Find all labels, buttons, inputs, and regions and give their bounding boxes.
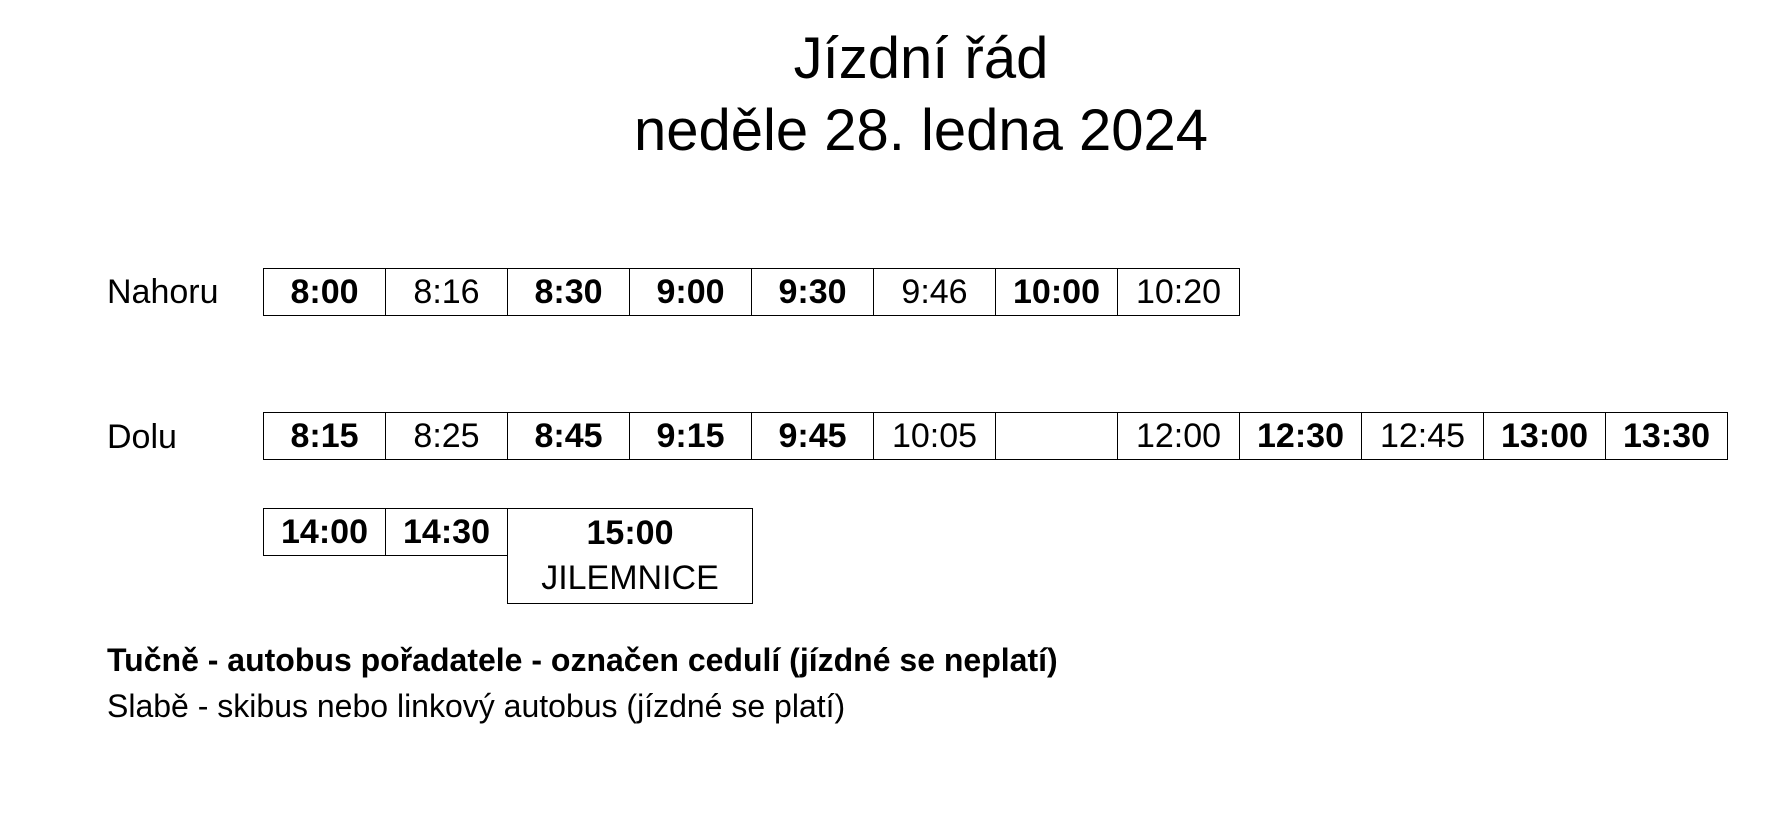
time-cell-down-empty (995, 412, 1118, 460)
time-cell-up: 10:20 (1117, 268, 1240, 316)
row-label-down: Dolu (107, 418, 177, 456)
time-cell-down: 12:00 (1117, 412, 1240, 460)
time-cell-up: 8:00 (263, 268, 386, 316)
time-cell-down: 9:15 (629, 412, 752, 460)
time-cell-down: 9:45 (751, 412, 874, 460)
time-cell-last-departure (507, 508, 753, 604)
legend-light-note: Slabě - skibus nebo linkový autobus (jízdné se platí) (107, 688, 846, 724)
page-subtitle-date: neděle 28. ledna 2024 (633, 98, 1209, 163)
time-cell-down: 13:00 (1483, 412, 1606, 460)
time-cell-up: 8:16 (385, 268, 508, 316)
time-cell-down: 10:05 (873, 412, 996, 460)
row-label-up: Nahoru (107, 273, 219, 311)
time-cell-down: 12:30 (1239, 412, 1362, 460)
page-title: Jízdní řád (793, 26, 1049, 91)
time-cell-down: 8:45 (507, 412, 630, 460)
last-departure-destination: JILEMNICE (541, 559, 719, 597)
time-cell-down: 14:00 (263, 508, 386, 556)
time-cell-up: 9:00 (629, 268, 752, 316)
time-cell-up: 9:30 (751, 268, 874, 316)
time-cell-up: 8:30 (507, 268, 630, 316)
time-cell-down: 12:45 (1361, 412, 1484, 460)
time-cell-down: 13:30 (1605, 412, 1728, 460)
time-cell-down: 14:30 (385, 508, 508, 556)
last-departure-time: 15:00 (586, 514, 674, 552)
time-cell-down: 8:15 (263, 412, 386, 460)
legend-bold-note: Tučně - autobus pořadatele - označen cedulí (jízdné se neplatí) (107, 642, 1058, 678)
time-cell-down: 8:25 (385, 412, 508, 460)
time-cell-up: 10:00 (995, 268, 1118, 316)
time-cell-up: 9:46 (873, 268, 996, 316)
